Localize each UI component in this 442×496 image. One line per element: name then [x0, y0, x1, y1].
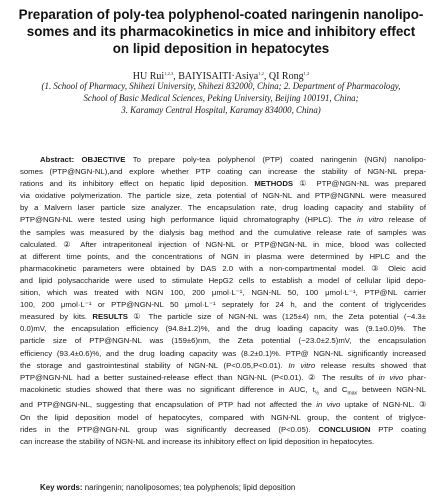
abstract-italic: in vivo	[378, 372, 404, 382]
affiliation-line: School of Basic Medical Sciences, Peking University, Beijing 100191, China;	[83, 92, 359, 103]
abstract-line: pharmacokinetic parameters were obtained by DAS 2.0 with a non-compartmental model. ③ Oleic acid	[20, 263, 426, 273]
abstract-line: somes (PTP@NGN-NL),and explore whether PTP coating can increase the stability of NGN-NL prepa-	[20, 167, 426, 177]
conclusion-label: CONCLUSION	[318, 424, 371, 434]
affiliation-line: 3. Karamay Central Hospital, Karamay 834000, China)	[121, 104, 321, 115]
abstract-text: PTP@NGN-NL had a better sustained-release effect than NGN-NL (P<0.01). ② The results of	[20, 372, 375, 382]
abstract-text: release results showed that	[320, 360, 427, 370]
author-name: QI Rong	[268, 71, 304, 82]
keywords	[40, 482, 295, 493]
abstract-line: 100, 200 μmol·L⁻¹ or PTP@NGN-NL 50 μmol·L⁻¹ seprately for 24 h, and the content of triglycerides	[20, 300, 426, 310]
methods-label: METHODS	[254, 179, 294, 189]
abstract-line: via oxidative polymerization. The particle size, zeta potential of NGN-NL and PTP@NGNNL were measured	[20, 191, 426, 201]
abstract-line: efficiency (93.4±0.6)%, and the drug loading capacity was (8.2±0.1)%. PTP@ NGN-NL significantly increased	[20, 348, 426, 358]
author-affiliation-mark: 1,2,3	[164, 71, 174, 76]
abstract-line: On the lipid deposition model of hepatocytes, compared with NGN-NL group, the content of triglyce-	[20, 412, 426, 422]
abstract-text: uptake of NGN-NL. ③	[344, 400, 427, 410]
abstract-line: 0.0)mV, the encapsulation efficiency (94.8±1.2)%, and the drug loading capacity was (9.1±0.0)%. The	[20, 324, 426, 334]
title-line-2: somes and its pharmacokinetics in mice and inhibitory effect	[26, 24, 416, 39]
abstract-line	[20, 384, 426, 400]
results-label: RESULTS	[92, 312, 128, 322]
abstract-italic: In vitro	[288, 360, 316, 370]
abstract-text: rations and its inhibitory effect on hepatic lipid deposition.	[20, 179, 249, 189]
abstract-line: sition, which was treated with NGN 100, 200 μmol·L⁻¹, NGN-NL 50, 100 μmol·L⁻¹, PTP@NL carrier	[20, 288, 426, 298]
author-name: HU Rui	[132, 71, 165, 82]
abstract-line	[20, 399, 426, 411]
abstract-line: calculated. ② After intraperitoneal injection of NGN-NL or PTP@NGN-NL in mice, blood was collected	[20, 239, 426, 249]
abstract-line: at different time points, and the concentrations of NGN in plasma were determined by HPLC and the	[20, 251, 426, 261]
abstract-line	[20, 424, 426, 436]
abstract-line: the samples was measured by the dialysis bag method and the cumulative release rate of samples was	[20, 227, 426, 237]
affiliation-line: (1. School of Pharmacy, Shihezi University, Shihezi 832000, China; 2. Department of Pharmacology,	[41, 81, 401, 91]
abstract-line: particle size of PTP@NGN-NL was (159±6)nm, the Zeta potential (−23.0±2.5)mV, the encapsulation	[20, 336, 426, 346]
abstract	[20, 154, 426, 448]
abstract-line	[20, 311, 426, 323]
abstract-line: by a Malvern laser particle size analyzer. The encapsulation rate, drug loading capacity and stability of	[20, 203, 426, 213]
abstract-text: phar-	[407, 372, 427, 382]
abstract-text: release of	[388, 215, 427, 225]
abstract-line: can increase the stability of NGN-NL and increase its inhibitory effect on lipid deposition in hepatocytes.	[20, 436, 375, 446]
abstract-line: and lipid polysaccharide were used to stimulate HepG2 cells to establish a model of cellular lipid depo-	[20, 275, 426, 285]
abstract-line	[20, 360, 426, 372]
abstract-text: and C	[324, 384, 348, 394]
abstract-line	[20, 154, 426, 166]
author-name: BAIYISAITI	[178, 71, 232, 82]
author-affiliation-mark: 1,2	[258, 71, 264, 76]
author-affiliation-mark: 1,2	[303, 71, 310, 76]
author-list: HU Rui$^{1,2,3}$, BAIYISAITI·Asiya$^{1,2}$, QI Rong$^{1,2}$	[132, 71, 310, 82]
abstract-text: PTP@NGN-NL were tested using high performance liquid chromatography (HPLC). The	[20, 215, 352, 225]
abstract-text: To prepare poly-tea polyphenol (PTP) coated naringenin (NGN) nanolipo-	[132, 155, 427, 164]
abstract-text: the storage and gastrointestinal stability of NGN-NL (P<0.05,P<0.01).	[20, 360, 283, 370]
abstract-label: Abstract:	[40, 155, 75, 164]
abstract-text: and PTP@NGN-NL, suggesting that encapsulation of PTP had not affected the	[20, 400, 312, 410]
abstract-line	[20, 178, 426, 190]
abstract-italic: in vitro	[357, 215, 384, 225]
abstract-subscript: ½	[314, 390, 319, 397]
abstract-line	[20, 372, 426, 384]
abstract-text: macokinetic studies showed that there was no significant difference in AUC, t	[20, 384, 315, 394]
title-line-1: Preparation of poly-tea polyphenol-coated naringenin nanolipo-	[18, 7, 424, 22]
keywords-label: Key words:	[40, 483, 83, 492]
abstract-text: ① The particle size of NGN-NL was (125±4) nm, the Zeta potential (−4.3±	[133, 312, 427, 322]
abstract-line	[20, 214, 426, 226]
title-line-3: on lipid deposition in hepatocytes	[112, 41, 330, 56]
paper-title	[0, 6, 442, 57]
abstract-text: measured by kits.	[20, 312, 88, 322]
keywords-text: naringenin; nanoliposomes; tea polyphenols; lipid deposition	[84, 483, 296, 492]
abstract-text: between NGN-NL	[362, 384, 427, 394]
author-name: Asiya	[234, 71, 259, 82]
objective-label: OBJECTIVE	[81, 155, 126, 164]
abstract-text: ① PTP@NGN-NL was prepared	[299, 179, 426, 189]
abstract-text: rides in the PTP@NGN-NL group was significantly decreased (P<0.05).	[20, 424, 311, 434]
affiliations	[0, 81, 442, 117]
abstract-italic: in vivo	[316, 400, 341, 410]
abstract-subscript: max	[347, 390, 357, 397]
abstract-text: PTP coating	[378, 424, 427, 434]
